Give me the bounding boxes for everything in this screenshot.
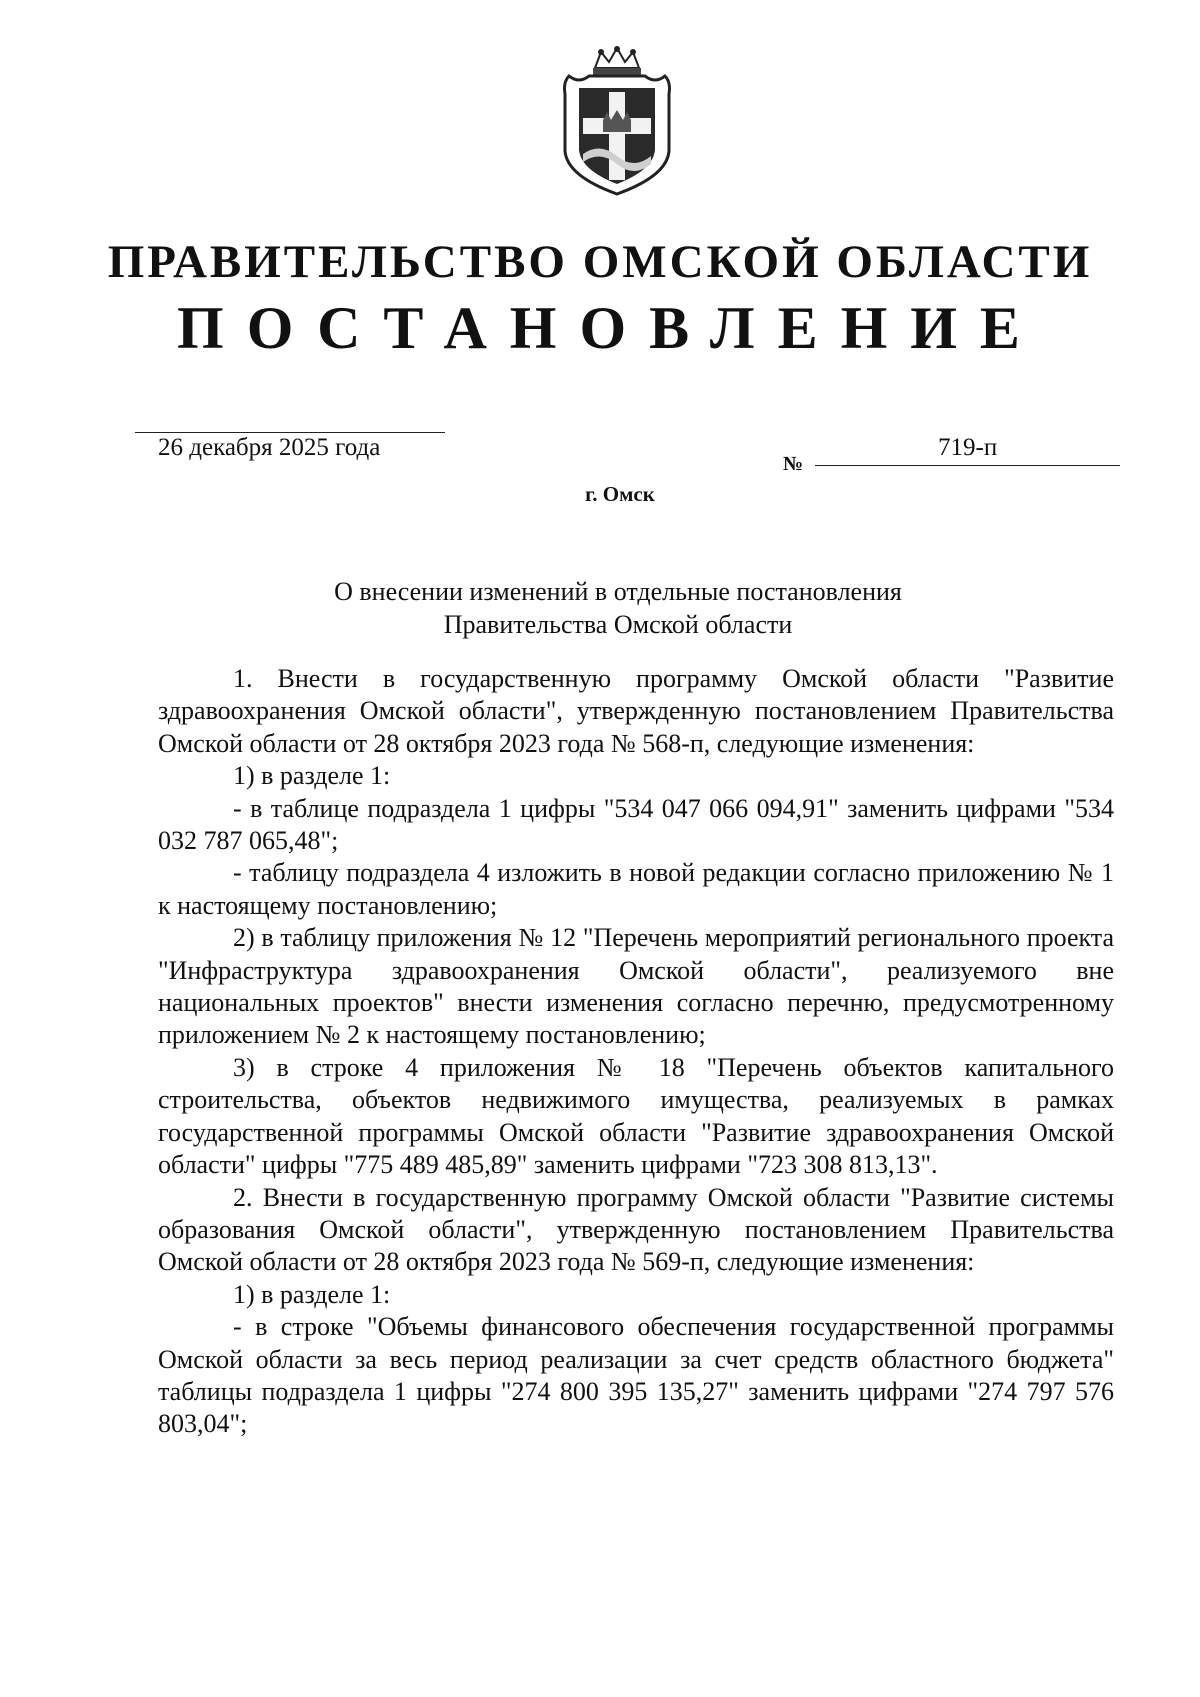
paragraph-2: 2. Внести в государственную программу Омской области "Развитие системы образования Омской области", утвержденную постановлением Правительства Омской области от 28 октября 2023 года № 569-п, следующие изменения: [158, 1182, 1114, 1277]
paragraph-1-item-1: 1) в разделе 1: [233, 761, 391, 791]
subject-line-1: О внесении изменений в отдельные постановления [334, 577, 902, 606]
paragraph-1: 1. Внести в государственную программу Омской области "Развитие здравоохранения Омской области", утвержденную постановлением Правительства Омской области от 28 октября 2023 года № 568-п, следующие изменения: [158, 664, 1114, 758]
document-number: 719-п [938, 434, 998, 461]
number-underline [815, 465, 1120, 466]
paragraph-1-item-1-b: - таблицу подраздела 4 изложить в новой редакции согласно приложению № 1 к настоящему постановлению; [158, 858, 1114, 920]
city-line: г. Омск [585, 482, 655, 506]
number-label: № [783, 453, 804, 475]
document-subject [0, 575, 1200, 641]
paragraph-1-item-1-a: - в таблице подраздела 1 цифры "534 047 066 094,91" заменить цифрами "534 032 787 065,48"; [158, 793, 1114, 856]
paragraph-1-item-2: 2) в таблицу приложения № 12 "Перечень мероприятий регионального проекта "Инфраструктура здравоохранения Омской области", реализуемого вне национальных проектов" внести изменения согласно перечню, предусмотренному приложением № 2 к настоящему постановлению; [158, 923, 1114, 1050]
document-type-title: ПОСТАНОВЛЕНИЕ [177, 295, 1043, 361]
document-date: 26 декабря 2025 года [158, 434, 381, 461]
paragraph-2-item-1: 1) в разделе 1: [233, 1279, 391, 1309]
paragraph-2-item-1-a: - в строке "Объемы финансового обеспечения государственной программы Омской области за весь период реализации за счет средств областного бюджета" таблицы подраздела 1 цифры "274 800 395 135,27" заменить цифрами "274 797 576 803,04"; [158, 1312, 1114, 1439]
subject-line-2: Правительства Омской области [443, 610, 793, 639]
coat-of-arms-icon [555, 46, 679, 196]
paragraph-1-item-3: 3) в строке 4 приложения № 18 "Перечень объектов капитального строительства, объектов недвижимого имущества, реализуемых в рамках государственной программы Омской области "Развитие здравоохранения Омской области" цифры "775 489 485,89" заменить цифрами "723 308 813,13". [158, 1052, 1114, 1180]
document-body [158, 663, 1114, 1441]
government-title: ПРАВИТЕЛЬСТВО ОМСКОЙ ОБЛАСТИ [107, 236, 1093, 288]
